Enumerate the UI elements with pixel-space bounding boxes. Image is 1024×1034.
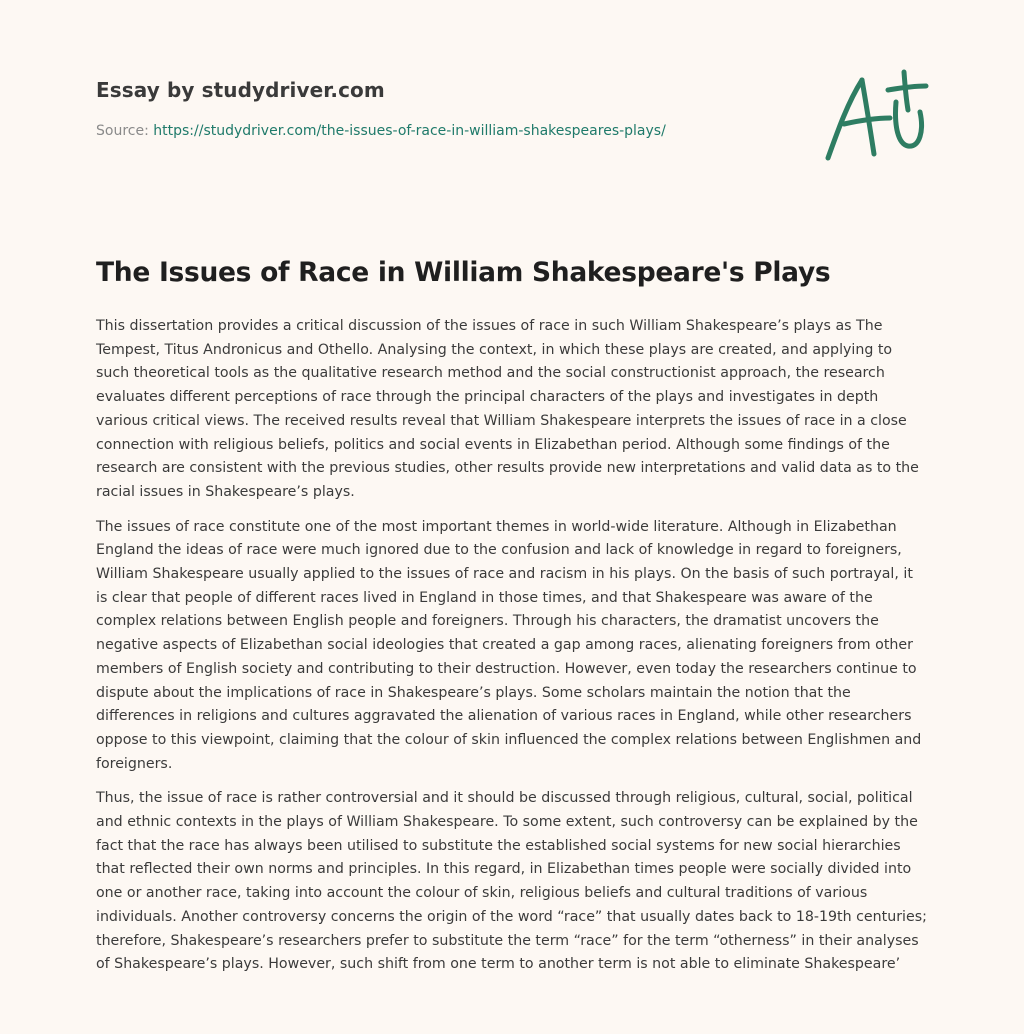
brand-title: Essay by studydriver.com — [96, 78, 385, 102]
essay-paragraph: This dissertation provides a critical discussion of the issues of race in such William Shakespeare’s plays as The Tempest, Titus Andronicus and Othello. Analysing the context, in which these plays are created, and applying to such theoretical tools as the qualitative research method and the social constructionist approach, the research evaluates different perceptions of race through the principal characters of the plays and investigates in depth various critical views. The received results reveal that William Shakespeare interprets the issues of race in a close connection with religious beliefs, politics and social events in Elizabethan period. Although some findings of the research are consistent with the previous studies, other results provide new interpretations and valid data as to the racial issues in Shakespeare’s plays. — [96, 318, 919, 500]
source-line — [96, 121, 796, 141]
source-label: Source: — [96, 123, 149, 139]
source-link[interactable]: https://studydriver.com/the-issues-of-race-in-william-shakespeares-plays/ — [153, 123, 666, 139]
a-plus-logo-icon — [818, 68, 930, 164]
essay-title: The Issues of Race in William Shakespeare's Plays — [96, 257, 831, 288]
essay-paragraph: The issues of race constitute one of the most important themes in world-wide literature. Although in Elizabethan England the ideas of race were much ignored due to the confusion and lack of knowledge in regard to foreigners, William Shakespeare usually applied to the issues of race and racism in his plays. On the basis of such portrayal, it is clear that people of different races lived in England in those times, and that Shakespeare was aware of the complex relations between English people and foreigners. Through his characters, the dramatist uncovers the negative aspects of Elizabethan social ideologies that created a gap among races, alienating foreigners from other members of English society and contributing to their destruction. However, even today the researchers continue to dispute about the implications of race in Shakespeare’s plays. Some scholars maintain the notion that the differences in religions and cultures aggravated the alienation of various races in England, while other researchers oppose to this viewpoint, claiming that the colour of skin influenced the complex relations between Englishmen and foreigners. — [96, 518, 922, 772]
essay-body — [96, 315, 928, 988]
essay-paragraph: Thus, the issue of race is rather controversial and it should be discussed through religious, cultural, social, political and ethnic contexts in the plays of William Shakespeare. To some extent, such controversy can be explained by the fact that the race has always been utilised to substitute the established social systems for new social hierarchies that reflected their own norms and principles. In this regard, in Elizabethan times people were socially divided into one or another race, taking into account the colour of skin, religious beliefs and cultural traditions of various individuals. Another controversy concerns the origin of the word “race” that usually dates back to 18-19th centuries; therefore, Shakespeare’s researchers prefer to substitute the term “race” for the term “otherness” in their analyses of Shakespeare’s plays. However, such shift from one term to another term is not able to eliminate Shakespeare’ — [96, 790, 927, 973]
page-header — [96, 76, 796, 141]
